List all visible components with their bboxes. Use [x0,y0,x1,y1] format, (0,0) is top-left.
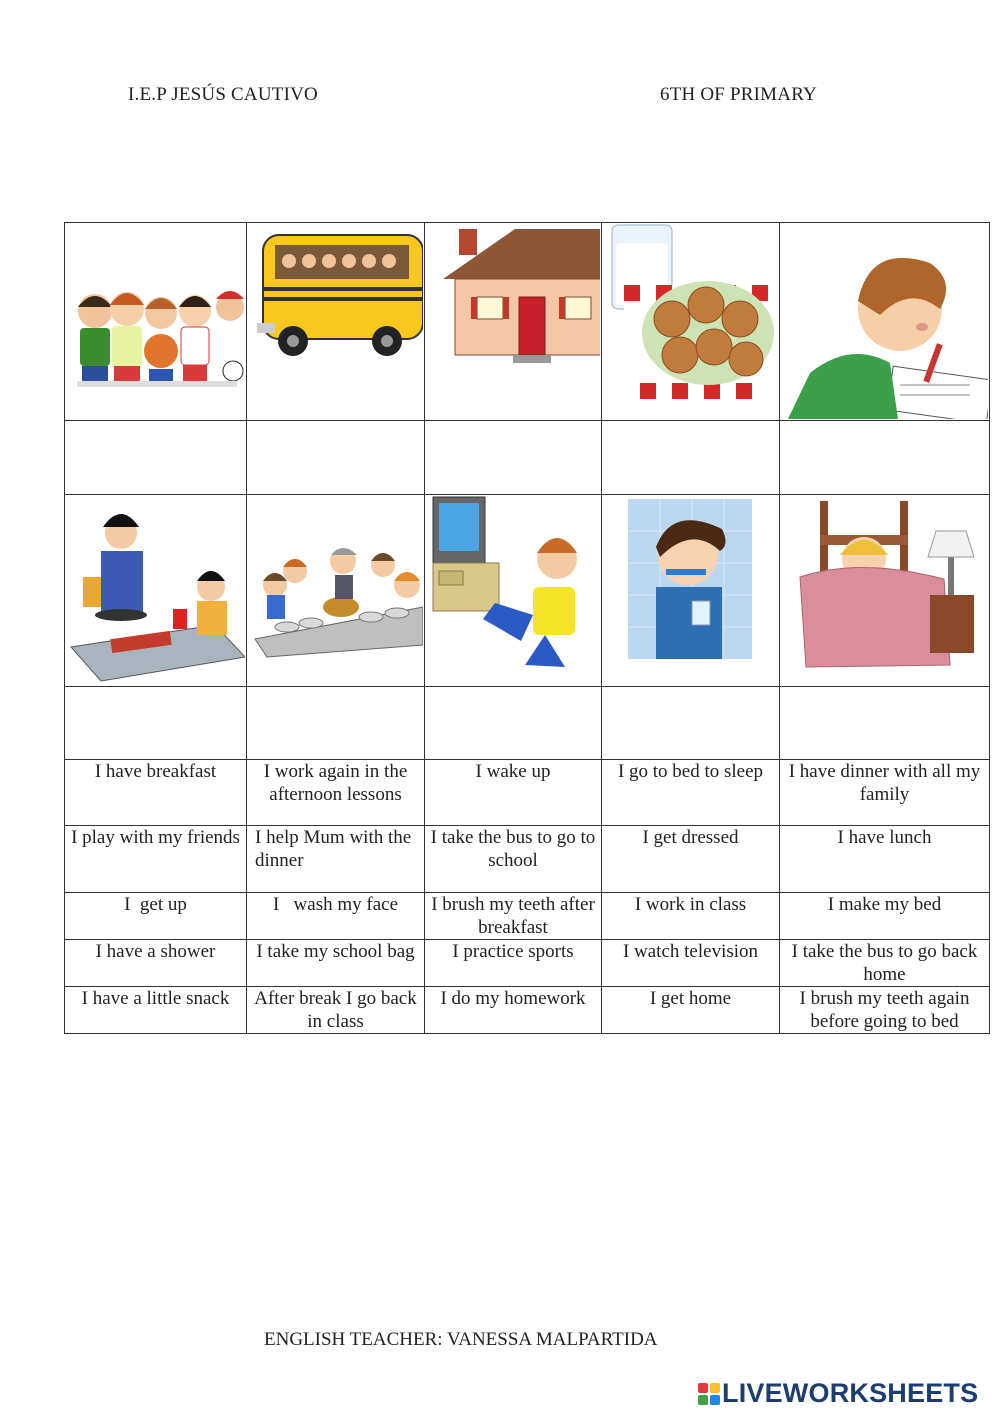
phrase-card[interactable]: I take my school bag [247,940,425,987]
boy-doing-homework-icon [780,223,988,419]
phrase-card[interactable]: I wake up [425,760,602,826]
mum-cooking-with-child-icon [65,495,245,685]
drop-zone[interactable] [425,687,602,760]
picture-cell [247,495,425,687]
phrase-card[interactable]: I get dressed [602,826,780,893]
phrase-card[interactable]: I brush my teeth again before going to bed [780,987,990,1034]
picture-cell [65,495,247,687]
phrase-card[interactable]: I brush my teeth after breakfast [425,893,602,940]
phrase-card[interactable]: I have a shower [65,940,247,987]
worksheet-table [64,222,990,1034]
phrase-card[interactable]: I play with my friends [65,826,247,893]
drop-zone[interactable] [65,687,247,760]
phrase-card[interactable]: I have breakfast [65,760,247,826]
phrase-row [65,893,990,940]
phrase-card[interactable]: I do my homework [425,987,602,1034]
answer-row-blank [65,421,990,495]
liveworksheets-logo [698,1378,978,1409]
family-dinner-icon [247,495,423,685]
brand-name: LIVEWORKSHEETS [722,1378,979,1408]
school-name: I.E.P JESÚS CAUTIVO [128,84,318,105]
phrase-card[interactable]: I go to bed to sleep [602,760,780,826]
drop-zone[interactable] [602,687,780,760]
picture-cell [602,223,780,421]
phrase-card[interactable]: I take the bus to go back home [780,940,990,987]
phrase-card[interactable]: I help Mum with the dinner [247,826,425,893]
phrase-card[interactable]: I watch television [602,940,780,987]
phrase-card[interactable]: I practice sports [425,940,602,987]
drop-zone[interactable] [602,421,780,495]
phrase-row [65,987,990,1034]
phrase-card[interactable]: I work again in the afternoon lessons [247,760,425,826]
friends-playing-icon [65,223,245,419]
phrase-row [65,760,990,826]
phrase-card[interactable]: I wash my face [247,893,425,940]
phrase-card[interactable]: I make my bed [780,893,990,940]
phrase-card[interactable]: I get up [65,893,247,940]
grade-label: 6TH OF PRIMARY [660,84,817,105]
picture-cell [425,223,602,421]
phrase-card[interactable]: I get home [602,987,780,1034]
phrase-card[interactable]: I have dinner with all my family [780,760,990,826]
picture-cell [602,495,780,687]
phrase-card[interactable]: I take the bus to go to school [425,826,602,893]
phrase-row [65,940,990,987]
phrase-card[interactable]: I have lunch [780,826,990,893]
picture-row [65,495,990,687]
drop-zone[interactable] [425,421,602,495]
drop-zone[interactable] [247,421,425,495]
boy-watching-tv-icon [425,495,600,685]
picture-row [65,223,990,421]
drop-zone[interactable] [780,421,990,495]
boy-brushing-teeth-icon [602,495,778,685]
picture-cell [65,223,247,421]
picture-cell [247,223,425,421]
school-bus-icon [247,223,423,419]
phrase-card[interactable]: I work in class [602,893,780,940]
teacher-credit: ENGLISH TEACHER: VANESSA MALPARTIDA [264,1329,658,1350]
phrase-row [65,826,990,893]
picture-cell [780,495,990,687]
drop-zone[interactable] [780,687,990,760]
milk-and-cookies-icon [602,223,778,419]
phrase-card[interactable]: I have a little snack [65,987,247,1034]
girl-sleeping-in-bed-icon [780,495,988,685]
phrase-card[interactable]: After break I go back in class [247,987,425,1034]
picture-cell [780,223,990,421]
answer-row-blank [65,687,990,760]
drop-zone[interactable] [65,421,247,495]
house-icon [425,223,600,419]
liveworksheets-icon [698,1383,720,1405]
drop-zone[interactable] [247,687,425,760]
picture-cell [425,495,602,687]
